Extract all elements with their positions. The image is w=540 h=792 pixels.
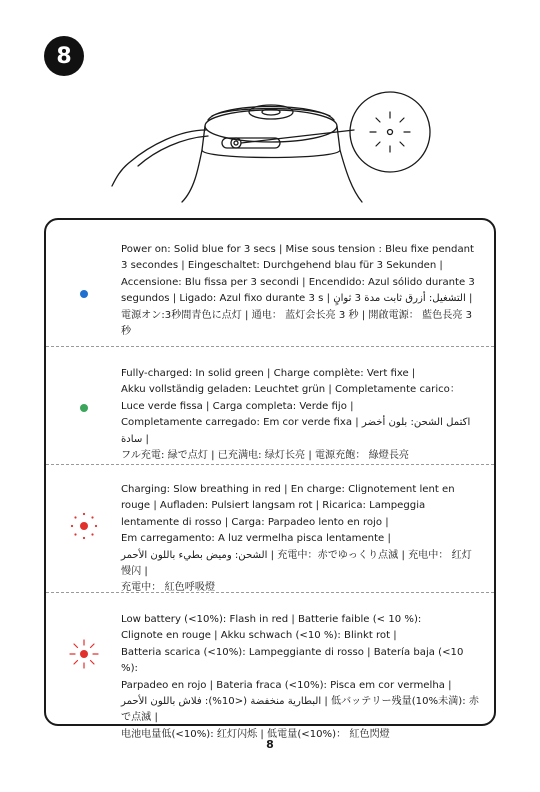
- desc-line: rouge | Aufladen: Pulsiert langsam rot | Ricarica: Lampeggia: [121, 500, 426, 512]
- desc-line: segundos | Ligado: Azul fixo durante 3 s | التشغيل: أزرق ثابت مدة 3 ثوانٍ |: [121, 293, 473, 305]
- led-status-panel: [44, 218, 496, 740]
- desc-line: Luce verde fissa | Carga completa: Verde fijo |: [121, 400, 354, 412]
- breathing-red-dot-icon: [62, 504, 106, 548]
- device-illustration: [90, 90, 470, 230]
- fully-charged-description: [121, 366, 480, 464]
- solid-green-dot-icon: [62, 386, 106, 430]
- low-battery-description: [121, 612, 480, 743]
- desc-line: Em carregamento: A luz vermelha pisca lentamente |: [121, 533, 391, 545]
- desc-line: 3 secondes | Eingeschaltet: Durchgehend blau für 3 Sekunden |: [121, 260, 443, 272]
- row-divider: [46, 592, 494, 593]
- desc-line: lentamente di rosso | Carga: Parpadeo lento en rojo |: [121, 516, 389, 528]
- desc-line: Completamente carregado: Em cor verde fixa | اكتمل الشحن: بلون أخضر سادة |: [121, 417, 471, 445]
- flashing-red-dot-icon: [62, 632, 106, 676]
- desc-line: フル充電: 緑で点灯 | 已充满电: 绿灯长亮 | 電源充飽： 綠燈長亮: [121, 450, 410, 462]
- desc-line: 充電中： 紅色呼吸燈: [121, 582, 216, 594]
- charging-description: [121, 482, 480, 597]
- desc-line: Parpadeo en rojo | Bateria fraca (<10%): Pisca em cor vermelha |: [121, 679, 452, 691]
- desc-line: Low battery (<10%): Flash in red | Batterie faible (< 10 %):: [121, 614, 422, 625]
- desc-line: البطارية منخفضة (<10%): فلاش باللون الأحمر | 低バッテリー残量(10%未満): 赤で点滅 |: [121, 696, 479, 724]
- desc-line: Akku vollständig geladen: Leuchtet grün | Completamente carico：: [121, 384, 460, 396]
- desc-line: 電源オン:3秒間青色に点灯 | 通电： 蓝灯会长亮 3 秒 | 開啟電源： 藍色長亮 3 秒: [121, 309, 473, 338]
- row-divider: [46, 346, 494, 347]
- row-divider: [46, 464, 494, 465]
- desc-line: Batteria scarica (<10%): Lampeggiante di rosso | Batería baja (<10 %):: [121, 646, 464, 675]
- page-number: 8: [266, 738, 274, 751]
- desc-line: 电池电量低(<10%): 红灯闪烁 | 低電量(<10%)： 紅色閃燈: [121, 728, 390, 740]
- solid-blue-dot-icon: [62, 272, 106, 316]
- desc-line: الشحن: وميض بطيء باللون الأحمر | 充電中：赤でゆっくり点滅 | 充电中： 红灯慢闪 |: [121, 549, 472, 578]
- desc-line: Charging: Slow breathing in red | En charge: Clignotement lent en: [121, 484, 455, 495]
- desc-line: Clignote en rouge | Akku schwach (<10 %): Blinkt rot |: [121, 630, 397, 642]
- step-number-badge: 8: [44, 36, 84, 76]
- desc-line: Fully-charged: In solid green | Charge complète: Vert fixe |: [121, 368, 416, 379]
- desc-line: Accensione: Blu fissa per 3 secondi | Encendido: Azul sólido durante 3: [121, 276, 475, 288]
- desc-line: Power on: Solid blue for 3 secs | Mise sous tension : Bleu fixe pendant: [121, 244, 475, 255]
- power-on-description: [121, 242, 480, 340]
